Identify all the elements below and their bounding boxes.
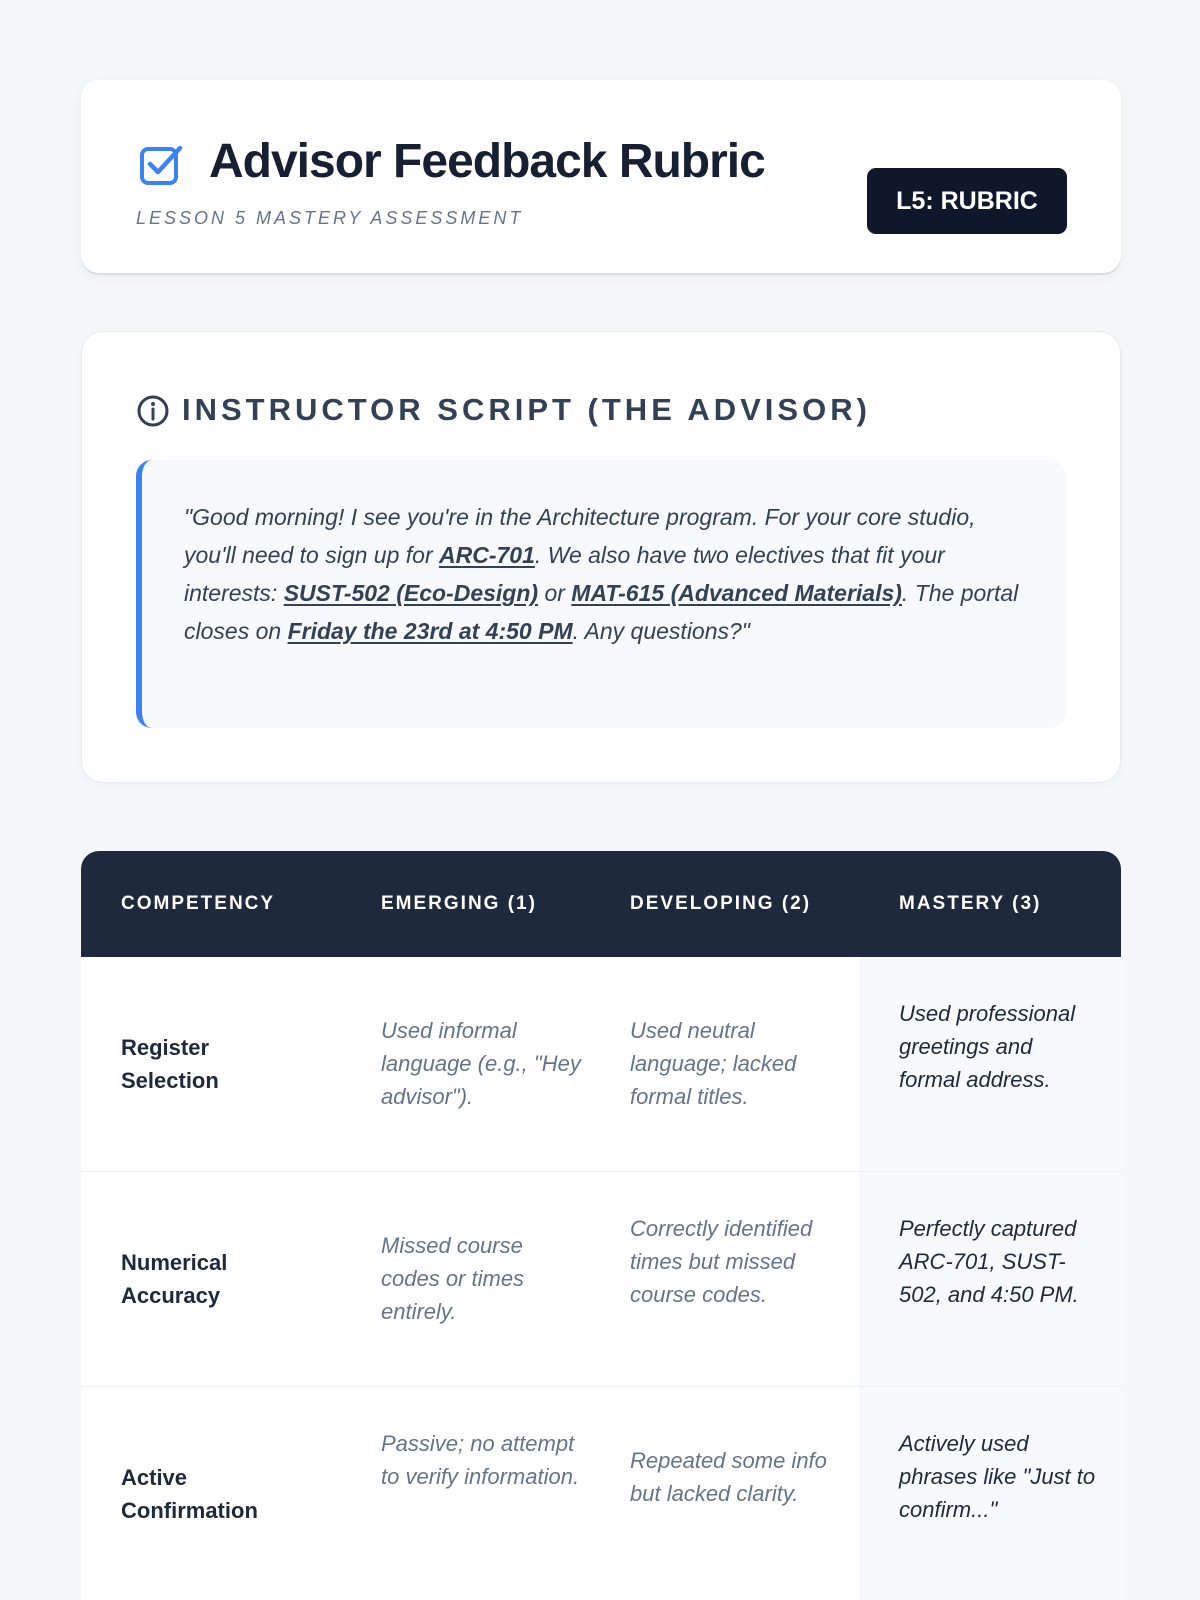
competency-cell: Active Confirmation — [121, 1465, 258, 1523]
row-divider — [81, 1171, 1121, 1172]
quote-highlight-elective-1: SUST-502 (Eco-Design) — [283, 580, 539, 606]
developing-cell: Correctly identified times but missed course codes. — [630, 1216, 813, 1307]
column-header-developing: DEVELOPING (2) — [630, 893, 812, 914]
rubric-table — [81, 851, 1121, 1600]
advisor-quote — [136, 460, 1066, 728]
lesson-badge: L5: RUBRIC — [867, 168, 1067, 234]
mastery-cell: Perfectly captured ARC-701, SUST-502, and 4:50 PM. — [899, 1216, 1079, 1307]
quote-text: . The portal closes on — [184, 580, 1019, 644]
competency-cell: Register Selection — [121, 1035, 219, 1093]
page-subtitle: LESSON 5 MASTERY ASSESSMENT — [136, 208, 524, 228]
quote-highlight-core-course: ARC-701 — [439, 542, 535, 568]
column-header-emerging: EMERGING (1) — [381, 893, 537, 914]
mastery-cell: Used professional greetings and formal address. — [899, 1001, 1076, 1092]
page-title: Advisor Feedback Rubric — [209, 135, 765, 188]
quote-text: . Any questions?" — [572, 618, 750, 644]
competency-cell: Numerical Accuracy — [121, 1250, 228, 1308]
emerging-cell: Used informal language (e.g., "Hey advisor"). — [381, 1018, 581, 1109]
developing-cell: Used neutral language; lacked formal titles. — [630, 1018, 797, 1109]
mastery-cell: Actively used phrases like "Just to confirm..." — [899, 1431, 1096, 1522]
quote-highlight-elective-2: MAT-615 (Advanced Materials) — [571, 580, 902, 606]
emerging-cell: Passive; no attempt to verify information. — [381, 1431, 580, 1489]
column-header-competency: COMPETENCY — [121, 893, 276, 914]
section-heading: INSTRUCTOR SCRIPT (THE ADVISOR) — [182, 392, 871, 427]
emerging-cell: Missed course codes or times entirely. — [381, 1233, 525, 1324]
quote-text: or — [538, 580, 572, 606]
quote-highlight-deadline: Friday the 23rd at 4:50 PM — [287, 618, 573, 644]
info-icon — [136, 394, 170, 428]
header-card — [81, 80, 1121, 273]
quote-text: "Good morning! I see you're in the Architecture program. For your core studio, you'll need to sign up for — [184, 504, 976, 568]
table-header — [81, 851, 1121, 957]
instructor-script-card — [81, 331, 1121, 783]
column-header-mastery: MASTERY (3) — [899, 893, 1042, 914]
developing-cell: Repeated some info but lacked clarity. — [630, 1448, 827, 1506]
row-divider — [81, 1386, 1121, 1387]
checkbox-icon — [137, 140, 185, 188]
quote-text: . We also have two electives that fit your interests: — [184, 542, 945, 606]
